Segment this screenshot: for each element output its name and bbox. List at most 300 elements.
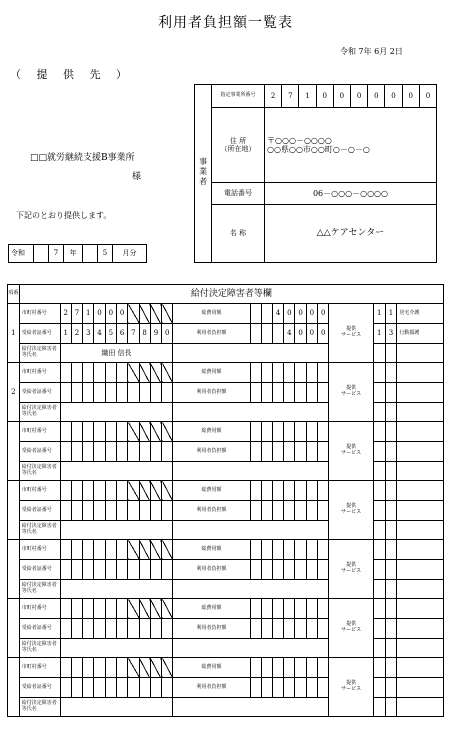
service-label-line: 提供: [346, 503, 357, 510]
issue-date: 令和 7年 6月 2日: [340, 47, 403, 56]
city-number-digit: [83, 540, 94, 560]
service-code-digit: [373, 363, 385, 383]
total-cost-digit: [295, 422, 306, 442]
recipient-number-digit: [60, 560, 71, 580]
office-table: [194, 84, 437, 263]
recipient-number-digit: [94, 442, 105, 462]
user-burden-digit: [295, 383, 306, 403]
recipient-number-label: 受給者証番号: [19, 324, 60, 344]
recipient-number-digit: [139, 501, 150, 521]
service-name: [397, 422, 444, 442]
total-cost-digit: [318, 363, 329, 383]
unused-digit-cell: [150, 422, 161, 442]
total-cost-digit: [272, 422, 283, 442]
recipient-number-digit: [116, 678, 127, 698]
total-cost-digit: [295, 481, 306, 501]
service-name: 居宅介護: [397, 304, 444, 324]
total-cost-digit: [261, 422, 272, 442]
total-cost-digit: [250, 481, 261, 501]
service-code-digit: [385, 619, 397, 639]
office-number-digit: 0: [402, 85, 419, 107]
recipient-number-digit: [105, 442, 116, 462]
recipient-number-digit: 5: [105, 324, 116, 344]
service-label: [329, 422, 374, 481]
recipient-number-digit: [83, 678, 94, 698]
service-label: [329, 599, 374, 658]
user-burden-label: 利用者負担額: [173, 324, 250, 344]
city-number-digit: [105, 658, 116, 678]
user-burden-digit: [306, 501, 317, 521]
total-cost-label: 総費用額: [173, 540, 250, 560]
recipient-number-digit: [83, 442, 94, 462]
city-number-digit: [94, 422, 105, 442]
city-number-digit: [116, 481, 127, 501]
city-number-digit: [105, 422, 116, 442]
period-year: 7: [49, 245, 64, 263]
recipient-number-digit: [105, 383, 116, 403]
list-header: 給付決定障害者等欄: [19, 285, 443, 304]
city-number-digit: [83, 422, 94, 442]
user-burden-digit: [250, 619, 261, 639]
city-number-label: 市町村番号: [19, 540, 60, 560]
recipient-number-digit: [94, 619, 105, 639]
recipient-number-digit: 2: [71, 324, 82, 344]
city-number-digit: 2: [60, 304, 71, 324]
city-number-digit: [60, 481, 71, 501]
service-code-digit: [373, 639, 385, 658]
office-number-digit: 2: [270, 91, 276, 100]
total-cost-label: 総費用額: [173, 658, 250, 678]
city-number-digit: [105, 540, 116, 560]
recipient-number-digit: [150, 383, 161, 403]
office-name-label: 名 称: [212, 205, 265, 263]
blank-area: [173, 344, 329, 363]
total-cost-digit: [318, 540, 329, 560]
recipient-number-digit: 9: [150, 324, 161, 344]
user-burden-digit: 0: [295, 324, 306, 344]
unused-digit-cell: [150, 658, 161, 678]
user-burden-digit: [261, 324, 272, 344]
city-number-digit: [71, 540, 82, 560]
user-burden-digit: [261, 383, 272, 403]
recipient-number-digit: [139, 678, 150, 698]
recipient-number-digit: [128, 560, 139, 580]
city-number-digit: [83, 481, 94, 501]
recipient-number-digit: [94, 501, 105, 521]
person-name: [60, 521, 173, 540]
unused-digit-cell: [139, 481, 150, 501]
city-number-digit: 0: [94, 304, 105, 324]
column-no-header: 項番: [8, 285, 20, 304]
person-name: 織田 信長: [60, 344, 173, 363]
total-cost-digit: [306, 422, 317, 442]
unused-digit-cell: [128, 599, 139, 619]
user-burden-digit: [306, 442, 317, 462]
unused-digit-cell: [162, 658, 173, 678]
unused-digit-cell: [128, 540, 139, 560]
recipient-number-digit: [162, 501, 173, 521]
total-cost-digit: [261, 658, 272, 678]
user-burden-label: 利用者負担額: [173, 501, 250, 521]
service-name: [397, 619, 444, 639]
recipient-number-digit: [83, 560, 94, 580]
recipient-number-digit: 8: [139, 324, 150, 344]
recipient-number-label: 受給者証番号: [19, 442, 60, 462]
user-burden-digit: [272, 560, 283, 580]
service-name: [397, 442, 444, 462]
service-code-digit: [373, 521, 385, 540]
recipient-number-digit: [71, 442, 82, 462]
service-code-digit: 3: [385, 324, 397, 344]
service-name: [397, 481, 444, 501]
entry-number: [8, 658, 20, 717]
recipient-number-digit: [116, 383, 127, 403]
service-code-digit: [373, 422, 385, 442]
user-burden-label: 利用者負担額: [173, 619, 250, 639]
city-number-digit: [94, 540, 105, 560]
user-burden-digit: [318, 442, 329, 462]
total-cost-digit: [284, 422, 295, 442]
total-cost-digit: [261, 540, 272, 560]
recipient-number-digit: [94, 383, 105, 403]
service-name: [397, 501, 444, 521]
total-cost-digit: [318, 481, 329, 501]
city-number-digit: [116, 599, 127, 619]
burden-list-table: [7, 284, 444, 717]
unused-digit-cell: [150, 540, 161, 560]
period-month: 5: [98, 245, 113, 263]
unused-digit-cell: [162, 481, 173, 501]
service-code-digit: 1: [385, 304, 397, 324]
user-burden-digit: 4: [284, 324, 295, 344]
unused-digit-cell: [162, 599, 173, 619]
recipient-number-digit: [71, 560, 82, 580]
service-code-digit: [373, 678, 385, 698]
user-burden-digit: [318, 501, 329, 521]
city-number-digit: [94, 481, 105, 501]
address-line-2: ○○県○○市○○町○－○－○: [267, 145, 370, 154]
city-number-digit: [60, 599, 71, 619]
recipient-number-digit: [162, 619, 173, 639]
service-code-digit: [385, 521, 397, 540]
total-cost-digit: [261, 481, 272, 501]
total-cost-label: 総費用額: [173, 363, 250, 383]
total-cost-digit: [272, 658, 283, 678]
user-burden-digit: [261, 501, 272, 521]
blank-area: [173, 403, 329, 422]
total-cost-digit: [261, 363, 272, 383]
city-number-label: 市町村番号: [19, 363, 60, 383]
recipient-number-label: 受給者証番号: [19, 560, 60, 580]
recipient-number-digit: [128, 383, 139, 403]
recipient-number-digit: [162, 678, 173, 698]
city-number-digit: [60, 540, 71, 560]
user-burden-digit: [284, 383, 295, 403]
unused-digit-cell: [139, 540, 150, 560]
service-code-digit: [385, 501, 397, 521]
unused-digit-cell: [162, 304, 173, 324]
person-name: [60, 403, 173, 422]
recipient-number-digit: [105, 678, 116, 698]
service-name: [397, 639, 444, 658]
service-name: [397, 540, 444, 560]
total-cost-digit: 4: [272, 304, 283, 324]
user-burden-digit: [250, 324, 261, 344]
service-code-digit: [373, 560, 385, 580]
user-burden-digit: [318, 678, 329, 698]
user-burden-digit: [261, 678, 272, 698]
recipient-number-digit: [60, 501, 71, 521]
recipient-number-digit: [83, 619, 94, 639]
notice-text: 下記のとおり提供します。: [16, 211, 112, 220]
unused-digit-cell: [128, 481, 139, 501]
user-burden-digit: [295, 678, 306, 698]
service-code-digit: [385, 678, 397, 698]
total-cost-digit: [250, 363, 261, 383]
office-number-digit: 7: [281, 85, 298, 107]
service-label: [329, 540, 374, 599]
total-cost-label: 総費用額: [173, 304, 250, 324]
recipient-number-digit: [105, 560, 116, 580]
total-cost-digit: [295, 599, 306, 619]
service-name: [397, 344, 444, 363]
recipient-number-digit: [139, 383, 150, 403]
service-label: [329, 658, 374, 717]
user-burden-digit: [284, 560, 295, 580]
city-number-digit: [60, 658, 71, 678]
service-code-digit: [385, 580, 397, 599]
service-code-digit: [373, 403, 385, 422]
recipient-number-digit: [94, 678, 105, 698]
service-code-digit: 1: [373, 304, 385, 324]
office-number-digit: 1: [298, 85, 315, 107]
unused-digit-cell: [139, 363, 150, 383]
service-label-line: サービス: [341, 509, 362, 515]
unused-digit-cell: [150, 304, 161, 324]
service-label-line: サービス: [341, 332, 362, 338]
user-burden-digit: [306, 619, 317, 639]
person-name: [60, 698, 173, 717]
office-number-digit: 0: [333, 85, 350, 107]
service-code-digit: [385, 363, 397, 383]
recipient-number-digit: [105, 619, 116, 639]
recipient-number-digit: 0: [162, 324, 173, 344]
entry-number: [8, 481, 20, 540]
service-label-line: 提供: [346, 444, 357, 451]
phone-label: 電話番号: [212, 183, 265, 205]
document-title: 利用者負担額一覧表: [158, 15, 293, 31]
recipient-number-digit: [162, 442, 173, 462]
city-number-digit: [60, 363, 71, 383]
office-number-digit: 0: [316, 85, 333, 107]
person-name-label: 給付決定障害者等氏名: [19, 580, 60, 599]
service-code-digit: [385, 698, 397, 717]
recipient-number-digit: [139, 442, 150, 462]
service-name: [397, 580, 444, 599]
service-code-digit: [373, 481, 385, 501]
recipient-number-digit: [162, 383, 173, 403]
total-cost-digit: [284, 658, 295, 678]
city-number-digit: [116, 540, 127, 560]
total-cost-digit: [261, 599, 272, 619]
service-code-digit: [373, 442, 385, 462]
unused-digit-cell: [128, 363, 139, 383]
user-burden-digit: [295, 501, 306, 521]
user-burden-digit: [284, 442, 295, 462]
service-code-digit: [385, 442, 397, 462]
recipient-number-digit: [83, 383, 94, 403]
recipient-number-label: 受給者証番号: [19, 619, 60, 639]
user-burden-digit: [295, 619, 306, 639]
city-number-digit: [71, 658, 82, 678]
user-burden-digit: [306, 383, 317, 403]
service-code-digit: [373, 619, 385, 639]
total-cost-label: 総費用額: [173, 481, 250, 501]
service-code-digit: [385, 599, 397, 619]
user-burden-label: 利用者負担額: [173, 383, 250, 403]
recipient-number-label: 受給者証番号: [19, 678, 60, 698]
unused-digit-cell: [128, 658, 139, 678]
service-name: [397, 363, 444, 383]
period-year-unit: 年: [64, 245, 83, 263]
address-line-1: 〒○○○－○○○○: [267, 135, 332, 145]
unused-digit-cell: [150, 599, 161, 619]
unused-digit-cell: [150, 363, 161, 383]
recipient-number-digit: [150, 560, 161, 580]
user-burden-label: 利用者負担額: [173, 442, 250, 462]
unused-digit-cell: [150, 481, 161, 501]
city-number-label: 市町村番号: [19, 422, 60, 442]
recipient-number-digit: [116, 501, 127, 521]
total-cost-digit: [250, 422, 261, 442]
unused-digit-cell: [128, 422, 139, 442]
person-name-label: 給付決定障害者等氏名: [19, 403, 60, 422]
recipient-number-digit: [150, 619, 161, 639]
city-number-digit: [71, 599, 82, 619]
city-number-digit: [116, 363, 127, 383]
city-number-label: 市町村番号: [19, 481, 60, 501]
recipient-number-digit: 4: [94, 324, 105, 344]
user-burden-digit: [272, 501, 283, 521]
recipient-number-digit: [60, 619, 71, 639]
total-cost-digit: [318, 599, 329, 619]
address-label-sub: （所在地）: [220, 145, 256, 153]
recipient-number-digit: 3: [83, 324, 94, 344]
service-label: [329, 304, 374, 363]
entry-number: [8, 599, 20, 658]
user-burden-digit: [272, 678, 283, 698]
city-number-digit: [116, 658, 127, 678]
city-number-digit: [83, 363, 94, 383]
office-number-label: 指定事業所番号: [212, 85, 265, 108]
recipient-number-digit: [60, 383, 71, 403]
service-code-digit: [385, 344, 397, 363]
honorific: 様: [132, 172, 142, 182]
total-cost-label: 総費用額: [173, 599, 250, 619]
phone-value: 06－○○○－○○○○: [265, 183, 437, 205]
service-name: [397, 560, 444, 580]
total-cost-label: 総費用額: [173, 422, 250, 442]
city-number-digit: [94, 658, 105, 678]
service-code-digit: [385, 658, 397, 678]
service-label: [329, 363, 374, 422]
recipient-number-label: 受給者証番号: [19, 383, 60, 403]
recipient-number-digit: [94, 560, 105, 580]
city-number-label: 市町村番号: [19, 658, 60, 678]
user-burden-label: 利用者負担額: [173, 678, 250, 698]
service-label-line: 提供: [346, 680, 357, 687]
total-cost-digit: [272, 540, 283, 560]
office-name: △△ケアセンター: [265, 205, 437, 263]
person-name-label: 給付決定障害者等氏名: [19, 521, 60, 540]
city-number-digit: [71, 363, 82, 383]
service-code-digit: [385, 639, 397, 658]
period-month-unit: 月分: [113, 245, 147, 263]
city-number-label: 市町村番号: [19, 304, 60, 324]
recipient-number-digit: [128, 442, 139, 462]
address-label: 住 所: [229, 136, 247, 145]
city-number-digit: 0: [105, 304, 116, 324]
user-burden-digit: [318, 383, 329, 403]
service-label-line: 提供: [346, 385, 357, 392]
office-number-digit: 0: [419, 85, 436, 107]
recipient-number-digit: [128, 619, 139, 639]
city-number-digit: [105, 363, 116, 383]
service-code-digit: [373, 540, 385, 560]
office-number-digit: 0: [350, 85, 367, 107]
user-burden-digit: 0: [318, 324, 329, 344]
user-burden-digit: [261, 442, 272, 462]
unused-digit-cell: [162, 422, 173, 442]
total-cost-digit: [318, 422, 329, 442]
person-name: [60, 580, 173, 599]
service-name: [397, 383, 444, 403]
client-name: □□就労継続支援B事業所: [30, 153, 135, 163]
recipient-number-digit: [116, 442, 127, 462]
total-cost-digit: [306, 540, 317, 560]
user-burden-digit: [261, 560, 272, 580]
recipient-number-digit: [71, 383, 82, 403]
user-burden-digit: [272, 383, 283, 403]
service-code-digit: [373, 658, 385, 678]
total-cost-digit: [306, 363, 317, 383]
recipient-number-digit: [71, 619, 82, 639]
service-name: [397, 658, 444, 678]
service-name: 行動援護: [397, 324, 444, 344]
service-code-digit: [385, 560, 397, 580]
unused-digit-cell: [162, 363, 173, 383]
person-name: [60, 462, 173, 481]
total-cost-digit: [272, 599, 283, 619]
total-cost-digit: 0: [284, 304, 295, 324]
user-burden-digit: [250, 383, 261, 403]
recipient-number-label: 受給者証番号: [19, 501, 60, 521]
recipient-number-digit: 1: [60, 324, 71, 344]
unused-digit-cell: [139, 422, 150, 442]
service-name: [397, 403, 444, 422]
user-burden-digit: [284, 619, 295, 639]
city-number-digit: [83, 599, 94, 619]
recipient-number-digit: [116, 560, 127, 580]
service-code-digit: [385, 403, 397, 422]
service-name: [397, 599, 444, 619]
total-cost-digit: [306, 658, 317, 678]
service-code-digit: [385, 462, 397, 481]
city-number-digit: [105, 599, 116, 619]
service-code-digit: [385, 481, 397, 501]
service-code-digit: [373, 462, 385, 481]
user-burden-digit: [306, 678, 317, 698]
